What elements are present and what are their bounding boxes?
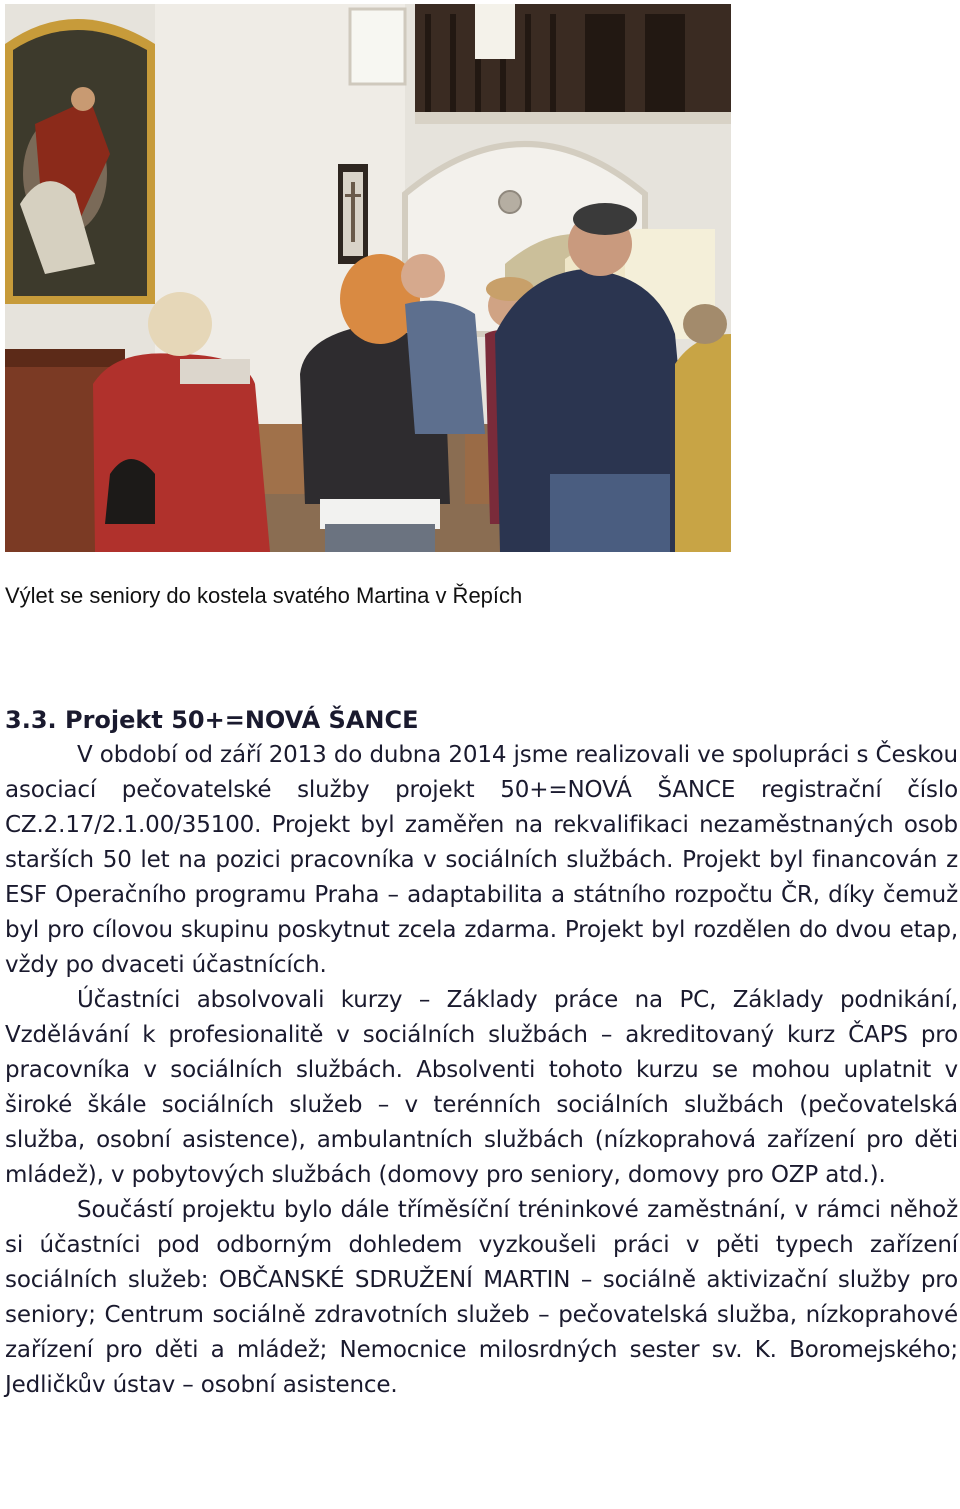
section-heading: 3.3. Projekt 50+=NOVÁ ŠANCE [5, 706, 419, 734]
photo-caption: Výlet se seniory do kostela svatého Martina v Řepích [5, 583, 523, 608]
paragraph-project-intro: V období od září 2013 do dubna 2014 jsme realizovali ve spolupráci s Českou asociací pečovatelské služby projekt 50+=NOVÁ ŠANCE registrační číslo CZ.2.17/2.1.00/35100. Projekt byl zaměřen na rekvalifikaci nezaměstnaných osob starších 50 let na pozici pracovníka v sociálních službách. Projekt byl financován z ESF Operačního programu Praha – adaptabilita a státního rozpočtu ČR, díky čemuž byl pro cílovou skupinu poskytnut zcela zdarma. Projekt byl rozdělen do dvou etap, vždy po dvaceti účastnících. [5, 742, 958, 978]
church-visit-photo [5, 4, 731, 552]
project-section [5, 703, 958, 1403]
paragraph-training-employment: Součástí projektu bylo dále tříměsíční tréninkové zaměstnání, v rámci něhož si účastníci pod odborným dohledem vyzkoušeli práci v pěti typech zařízení sociálních služeb: OBČANSKÉ SDRUŽENÍ MARTIN – sociálně aktivizační služby pro seniory; Centrum sociálně zdravotních služeb – pečovatelská služba, nízkoprahové zařízení pro děti a mládež; Nemocnice milosrdných sester sv. K. Boromejského; Jedličkův ústav – osobní asistence. [5, 1197, 958, 1398]
paragraph-courses: Účastníci absolvovali kurzy – Základy práce na PC, Základy podnikání, Vzdělávání k profesionalitě v sociálních službách – akreditovaný kurz ČAPS pro pracovníka v sociálních službách. Absolventi tohoto kurzu se mohou uplatnit v široké škále sociálních služeb – v terénních sociálních službách (pečovatelská služba, osobní asistence), ambulantních službách (nízkoprahová zařízení pro děti mládež), v pobytových službách (domovy pro seniory, domovy pro OZP atd.). [5, 987, 958, 1188]
